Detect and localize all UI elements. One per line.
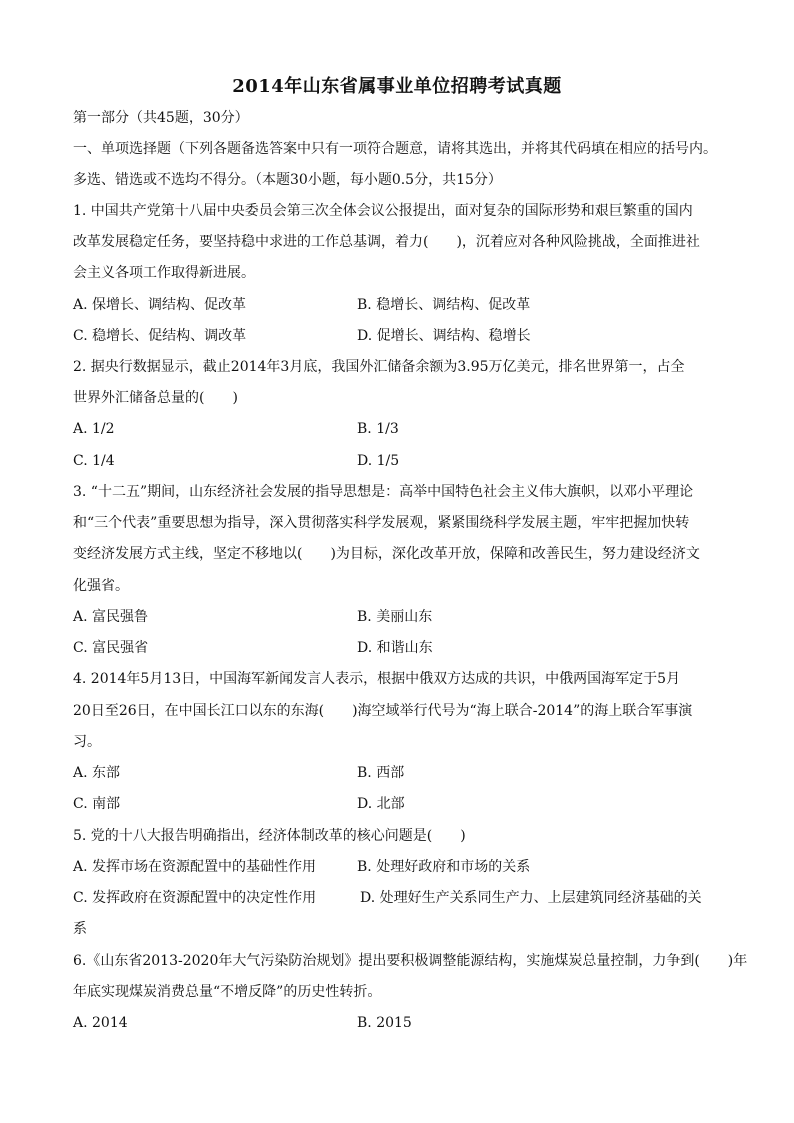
option-d: D. 处理好生产关系同生产力、上层建筑同经济基础的关 [360,890,702,906]
question-stem: 会主义各项工作取得新进展。 [73,265,255,281]
option-b: B. 美丽山东 [357,609,433,625]
question-stem: 习。 [73,734,101,750]
option-a: A. 保增长、调结构、促改革 [73,297,247,313]
option-b: B. 1/3 [357,421,399,437]
question-stem: 20日至26日，在中国长江口以东的东海( )海空域举行代号为“海上联合-2014”的海上联合军事演 [73,703,693,719]
question-stem: 6.《山东省2013-2020年大气污染防治规划》提出要积极调整能源结构，实施煤炭总量控制，力争到( )年 [73,953,748,969]
page-title: 2014年山东省属事业单位招聘考试真题 [232,76,562,97]
option-a: A. 1/2 [73,421,115,437]
question-stem: 1. 中国共产党第十八届中央委员会第三次全体会议公报提出，面对复杂的国际形势和艰巨繁重的国内 [73,203,693,219]
option-c: C. 发挥政府在资源配置中的决定性作用 [73,890,317,906]
option-c: C. 稳增长、促结构、调改革 [73,328,247,344]
option-b: B. 西部 [357,765,405,781]
section-heading-cont: 多选、错选或不选均不得分。（本题30小题，每小题0.5分，共15分） [73,172,502,188]
question-stem: 3. “十二五”期间，山东经济社会发展的指导思想是：高举中国特色社会主义伟大旗帜，以邓小平理论 [73,484,694,500]
option-b: B. 2015 [357,1015,412,1031]
question-stem: 5. 党的十八大报告明确指出，经济体制改革的核心问题是( ) [73,828,466,844]
question-stem: 2. 据央行数据显示，截止2014年3月底，我国外汇储备余额为3.95万亿美元，排名世界第一，占全 [73,359,685,375]
question-stem: 变经济发展方式主线，坚定不移地以( )为目标，深化改革开放，保障和改善民生，努力建设经济文 [73,546,700,562]
option-a: A. 2014 [73,1015,128,1031]
option-c: C. 1/4 [73,453,115,469]
section-heading: 一、单项选择题（下列各题备选答案中只有一项符合题意，请将其选出，并将其代码填在相应的括号内。 [73,141,717,157]
option-c: C. 富民强省 [73,640,149,656]
option-d-continuation: 系 [73,921,87,937]
option-a: A. 富民强鲁 [73,609,149,625]
part-heading: 第一部分（共45题，30分） [73,110,249,126]
option-b: B. 处理好政府和市场的关系 [357,859,531,875]
option-d: D. 1/5 [357,453,400,469]
option-a: A. 东部 [73,765,121,781]
question-stem: 化强省。 [73,578,129,594]
question-stem: 和“三个代表”重要思想为指导，深入贯彻落实科学发展观，紧紧围绕科学发展主题，牢牢把握加快转 [73,515,690,531]
question-stem: 年底实现煤炭消费总量“不增反降”的历史性转折。 [73,984,382,1000]
option-d: D. 北部 [357,796,405,812]
question-stem: 改革发展稳定任务，要坚持稳中求进的工作总基调，着力( )，沉着应对各种风险挑战，全面推进社 [73,234,700,250]
option-c: C. 南部 [73,796,121,812]
question-stem: 4. 2014年5月13日，中国海军新闻发言人表示，根据中俄双方达成的共识，中俄两国海军定于5月 [73,671,681,687]
question-stem: 世界外汇储备总量的( ) [73,390,238,406]
option-d: D. 促增长、调结构、稳增长 [357,328,531,344]
option-b: B. 稳增长、调结构、促改革 [357,297,531,313]
option-d: D. 和谐山东 [357,640,433,656]
option-a: A. 发挥市场在资源配置中的基础性作用 [73,859,317,875]
